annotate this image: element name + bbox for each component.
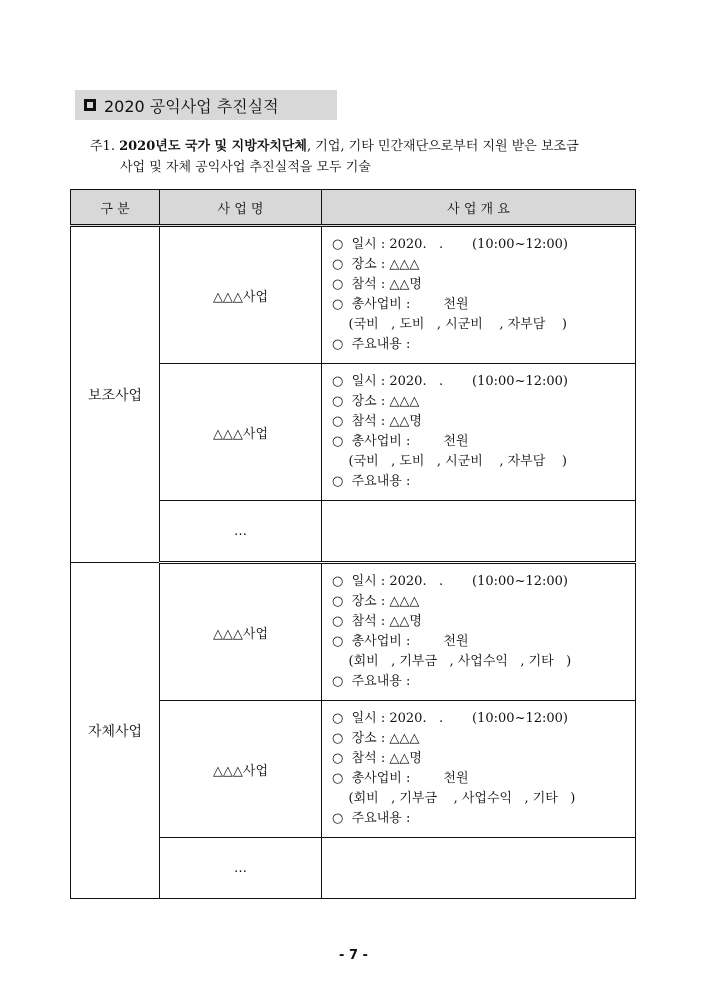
overview-line: ○ 참석 : △△명 xyxy=(332,751,422,766)
table-body xyxy=(71,226,636,899)
project-name-cell: △△△사업 xyxy=(160,364,322,501)
category-cell: 자체사업 xyxy=(71,563,160,899)
overview-line: ○ 일시 : 2020. . (10:00~12:00) xyxy=(332,374,569,389)
square-bullet-icon xyxy=(84,99,96,111)
overview-line: ○ 장소 : △△△ xyxy=(332,257,420,272)
overview-line: ○ 참석 : △△명 xyxy=(332,277,422,292)
page-number: - 7 - xyxy=(339,948,368,963)
overview-line: ○ 장소 : △△△ xyxy=(332,594,420,609)
overview-cell xyxy=(322,226,636,364)
overview-line: ○ 일시 : 2020. . (10:00~12:00) xyxy=(332,237,569,252)
overview-cell xyxy=(322,563,636,701)
overview-line: ○ 일시 : 2020. . (10:00~12:00) xyxy=(332,711,569,726)
overview-line: ○ 장소 : △△△ xyxy=(332,731,420,746)
overview-line: ○ 참석 : △△명 xyxy=(332,414,422,429)
project-name-cell: △△△사업 xyxy=(160,226,322,364)
table-row xyxy=(71,226,636,364)
overview-cell xyxy=(322,838,636,899)
note-rest: , 기업, 기타 민간재단으로부터 지원 받은 보조금 xyxy=(307,139,579,154)
overview-line: ○ 총사업비 : 천원 xyxy=(332,634,469,649)
overview-line: ○ 총사업비 : 천원 xyxy=(332,434,469,449)
note-prefix: 주1. xyxy=(90,139,120,154)
overview-line: ○ 주요내용 : xyxy=(332,811,411,826)
project-name-cell: △△△사업 xyxy=(160,701,322,838)
overview-cell xyxy=(322,701,636,838)
category-cell: 보조사업 xyxy=(71,226,160,563)
project-table xyxy=(70,189,636,899)
overview-line: ○ 주요내용 : xyxy=(332,474,411,489)
overview-line: (국비 , 도비 , 시군비 , 자부담 ) xyxy=(332,317,567,332)
overview-line: ○ 총사업비 : 천원 xyxy=(332,297,469,312)
project-name-cell: △△△사업 xyxy=(160,563,322,701)
note-line2: 사업 및 자체 공익사업 추진실적을 모두 기술 xyxy=(120,160,371,175)
section-heading-text: 2020 공익사업 추진실적 xyxy=(104,96,279,116)
overview-line: (국비 , 도비 , 시군비 , 자부담 ) xyxy=(332,454,567,469)
table-row xyxy=(71,563,636,701)
overview-line: ○ 장소 : △△△ xyxy=(332,394,420,409)
project-name-cell: … xyxy=(160,838,322,899)
overview-line: ○ 일시 : 2020. . (10:00~12:00) xyxy=(332,574,569,589)
overview-line: ○ 총사업비 : 천원 xyxy=(332,771,469,786)
note-bold: 2020년도 국가 및 지방자치단체 xyxy=(119,139,307,154)
overview-line: ○ 참석 : △△명 xyxy=(332,614,422,629)
overview-line: (회비 , 기부금 , 사업수익 , 기타 ) xyxy=(332,791,576,806)
overview-line: ○ 주요내용 : xyxy=(332,337,411,352)
overview-cell xyxy=(322,501,636,563)
header-category: 구 분 xyxy=(71,190,160,226)
instruction-note xyxy=(90,136,650,178)
header-overview: 사 업 개 요 xyxy=(322,190,636,226)
overview-line: ○ 주요내용 : xyxy=(332,674,411,689)
header-project-name: 사 업 명 xyxy=(160,190,322,226)
section-heading xyxy=(75,90,337,120)
table-header-row xyxy=(71,190,636,226)
overview-line: (회비 , 기부금 , 사업수익 , 기타 ) xyxy=(332,654,572,669)
overview-cell xyxy=(322,364,636,501)
project-name-cell: … xyxy=(160,501,322,563)
